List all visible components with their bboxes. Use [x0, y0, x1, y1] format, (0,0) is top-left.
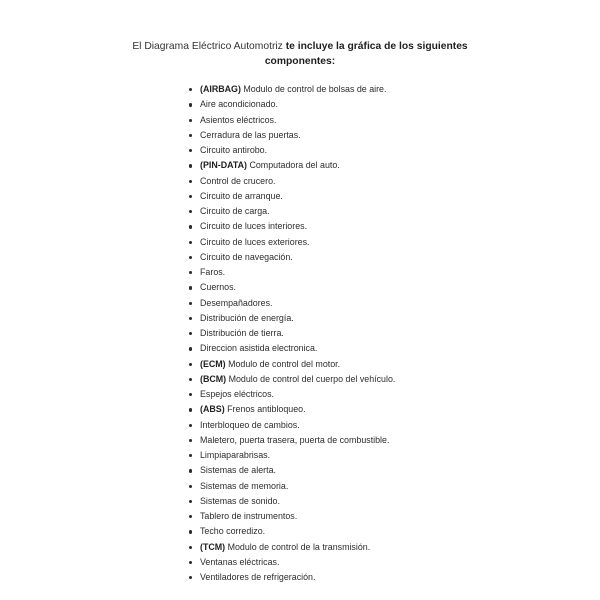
intro-line-1 — [0, 39, 600, 54]
list-item — [189, 540, 395, 555]
intro-bold-line-2: componentes: — [264, 56, 336, 67]
bullet-icon — [189, 469, 192, 472]
bullet-icon — [189, 546, 192, 549]
component-text: Tablero de instrumentos. — [200, 511, 298, 521]
component-text: Sistemas de alerta. — [200, 465, 276, 476]
bullet-icon — [189, 149, 192, 152]
list-item — [189, 158, 395, 173]
list-item — [189, 235, 395, 250]
component-text: Espejos eléctricos. — [200, 389, 274, 399]
component-text: Modulo de control de la transmisión. — [225, 541, 371, 552]
list-item — [189, 174, 395, 189]
list-item — [189, 433, 395, 448]
bullet-icon — [189, 378, 192, 381]
bullet-icon — [189, 530, 192, 533]
intro-bold-line-1: te incluye la gráfica de los siguientes — [285, 41, 468, 52]
list-item — [189, 326, 395, 341]
list-item — [189, 463, 395, 478]
component-text: Ventanas eléctricas. — [200, 556, 280, 567]
list-item — [189, 357, 395, 372]
bullet-icon — [189, 576, 192, 579]
intro-paragraph — [0, 39, 600, 69]
component-text: Cerradura de las puertas. — [200, 129, 301, 140]
list-item — [189, 402, 395, 417]
bullet-icon — [189, 424, 192, 427]
bullet-icon — [189, 88, 192, 91]
bullet-icon — [189, 134, 192, 137]
component-code: (AIRBAG) — [200, 84, 241, 94]
bullet-icon — [189, 561, 192, 564]
component-text: Modulo de control del cuerpo del vehículo. — [226, 373, 396, 384]
bullet-icon — [189, 454, 192, 457]
bullet-icon — [189, 302, 192, 305]
component-text: Circuito antirobo. — [200, 145, 268, 155]
component-text: Maletero, puerta trasera, puerta de combustible. — [200, 434, 390, 445]
list-item — [189, 372, 395, 387]
list-item — [189, 265, 395, 280]
list-item — [189, 570, 395, 585]
component-text: Modulo de control de bolsas de aire. — [240, 84, 387, 94]
component-text: Circuito de luces exteriores. — [200, 236, 310, 247]
component-text: Distribución de tierra. — [200, 328, 284, 338]
bullet-icon — [189, 317, 192, 320]
component-text: Control de crucero. — [200, 175, 276, 186]
bullet-icon — [189, 363, 192, 366]
list-item — [189, 189, 395, 204]
bullet-icon — [189, 256, 192, 259]
component-text: Techo corredizo. — [200, 526, 266, 537]
component-text: Sistemas de memoria. — [200, 480, 289, 491]
list-item — [189, 555, 395, 570]
component-code: (TCM) — [200, 541, 226, 552]
component-code: (ECM) — [200, 358, 226, 369]
component-text: Faros. — [200, 267, 226, 277]
list-item — [189, 82, 395, 97]
list-item — [189, 387, 395, 402]
list-item — [189, 113, 395, 128]
component-text: Limpiaparabrisas. — [200, 450, 271, 460]
list-item — [189, 341, 395, 356]
bullet-icon — [189, 225, 192, 228]
component-text: Modulo de control del motor. — [225, 358, 341, 369]
list-item — [189, 524, 395, 539]
bullet-icon — [189, 408, 192, 411]
component-text: Aire acondicionado. — [200, 99, 278, 110]
list-item — [189, 479, 395, 494]
component-text: Cuernos. — [200, 282, 237, 293]
bullet-icon — [189, 210, 192, 213]
component-text: Computadora del auto. — [247, 160, 340, 171]
list-item — [189, 494, 395, 509]
component-text: Circuito de navegación. — [200, 251, 293, 262]
bullet-icon — [189, 500, 192, 503]
component-text: Circuito de arranque. — [200, 190, 283, 201]
component-code: (ABS) — [200, 404, 225, 415]
bullet-icon — [189, 241, 192, 244]
bullet-icon — [189, 439, 192, 442]
component-text: Asientos eléctricos. — [200, 114, 277, 125]
bullet-icon — [189, 393, 192, 396]
component-code: (BCM) — [200, 373, 227, 384]
component-list — [189, 82, 395, 585]
intro-prefix: El Diagrama Eléctrico Automotriz — [132, 41, 286, 52]
list-item — [189, 97, 395, 112]
list-item — [189, 204, 395, 219]
bullet-icon — [189, 515, 192, 518]
bullet-icon — [189, 103, 192, 106]
list-item — [189, 128, 395, 143]
bullet-icon — [189, 119, 192, 122]
component-code: (PIN-DATA) — [200, 160, 247, 171]
bullet-icon — [189, 180, 192, 183]
bullet-icon — [189, 271, 192, 274]
list-item — [189, 509, 395, 524]
component-text: Direccion asistida electronica. — [200, 343, 318, 354]
bullet-icon — [189, 286, 192, 289]
list-item — [189, 296, 395, 311]
component-text: Circuito de carga. — [200, 206, 270, 216]
component-text: Sistemas de sonido. — [200, 495, 280, 506]
bullet-icon — [189, 347, 192, 350]
list-item — [189, 311, 395, 326]
component-text: Frenos antibloqueo. — [224, 404, 306, 415]
list-item — [189, 280, 395, 295]
component-text: Ventiladores de refrigeración. — [200, 572, 316, 582]
list-item — [189, 448, 395, 463]
component-text: Interbloqueo de cambios. — [200, 419, 300, 430]
component-text: Circuito de luces interiores. — [200, 221, 308, 232]
list-item — [189, 250, 395, 265]
bullet-icon — [189, 164, 192, 167]
component-text: Desempañadores. — [200, 297, 273, 308]
list-item — [189, 143, 395, 158]
bullet-icon — [189, 195, 192, 198]
list-item — [189, 219, 395, 234]
bullet-icon — [189, 332, 192, 335]
list-item — [189, 418, 395, 433]
component-text: Distribución de energía. — [200, 312, 294, 323]
bullet-icon — [189, 485, 192, 488]
